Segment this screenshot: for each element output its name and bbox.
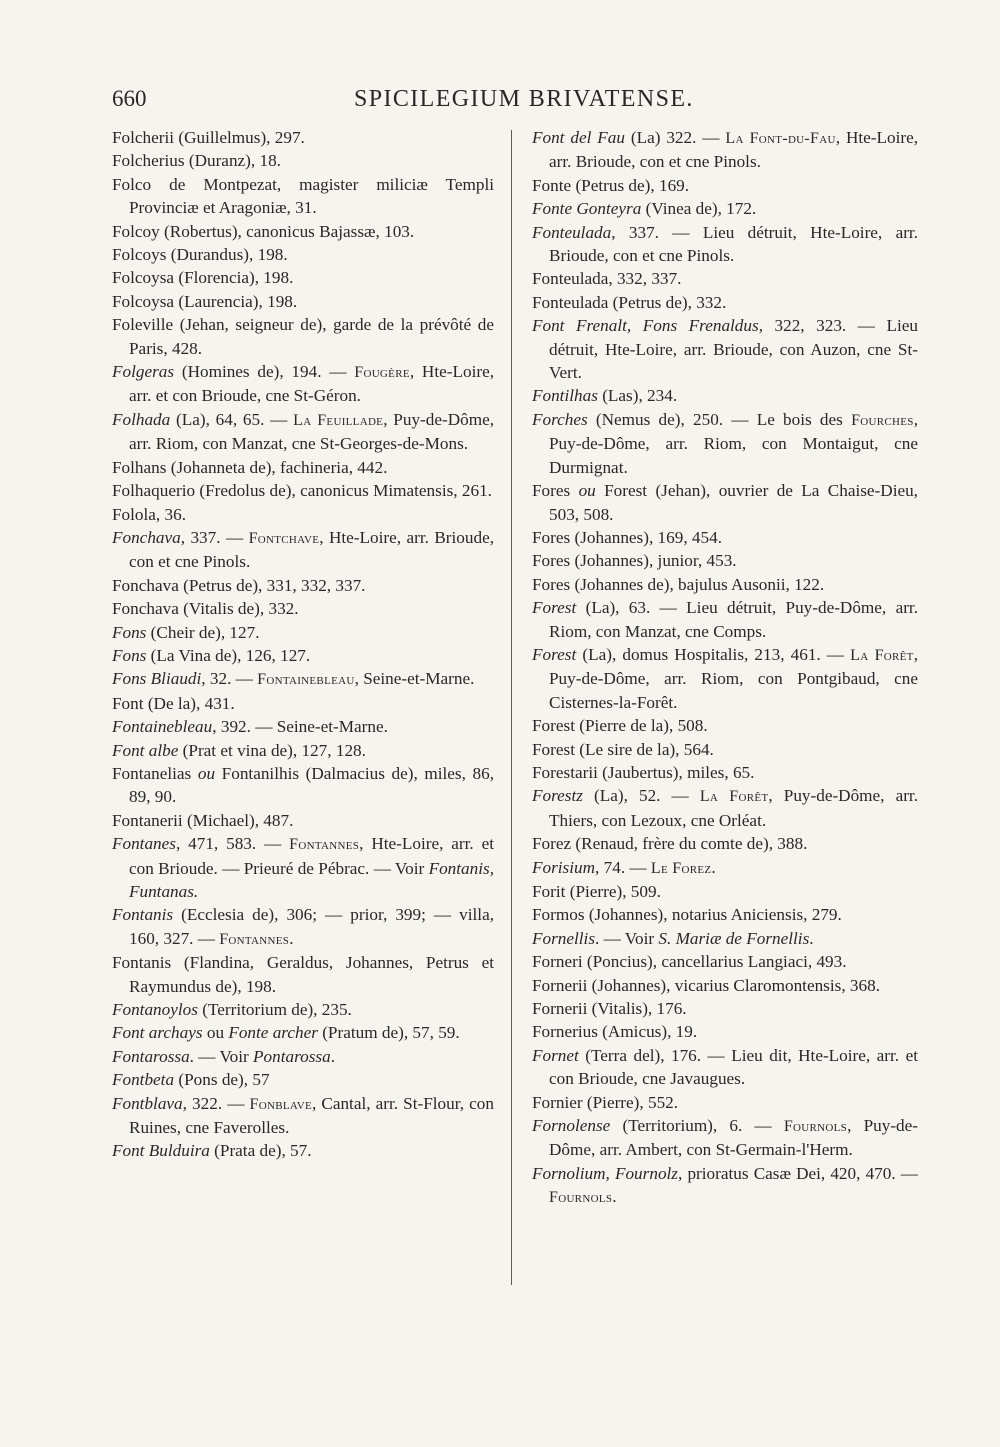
entry-text: Fontbeta [112, 1070, 175, 1090]
entry-text: Fores (Johannes de), bajulus Ausonii, 122. [532, 574, 825, 594]
entry-text: . [612, 1187, 617, 1207]
index-entry [112, 290, 494, 313]
column-divider [511, 130, 512, 1285]
index-entry [112, 621, 494, 644]
entry-text: Fornolense [532, 1116, 611, 1136]
entry-text: La Forêt [699, 788, 769, 806]
entry-text: Forest (Jehan), ouvrier de La Chaise-Dieu, 503, 508. [549, 481, 918, 524]
entry-text: Fontanes [112, 834, 176, 854]
entry-text: Fournols [783, 1118, 848, 1136]
index-entry [112, 1092, 494, 1140]
entry-text: Fontannes [219, 930, 290, 948]
entry-text: (Pratum de), 57, 59. [317, 1023, 460, 1043]
entry-text: Le Forez [650, 859, 712, 877]
entry-text: Formos (Johannes), notarius Aniciensis, 279. [532, 905, 842, 925]
index-entry [532, 1091, 918, 1114]
index-entry [532, 927, 918, 950]
entry-text: (La) 322. — [624, 128, 726, 147]
entry-text: Fontanis (Flandina, Geraldus, Johannes, Petrus et Raymundus de), 198. [112, 953, 494, 996]
entry-text: Fontainebleau [257, 671, 355, 689]
index-entry [532, 573, 918, 596]
index-entry [532, 1162, 918, 1210]
index-entry [532, 197, 918, 220]
entry-text: (Pons de), 57 [174, 1070, 270, 1090]
entry-text: (La), 52. — [582, 786, 700, 806]
index-entry [112, 456, 494, 479]
entry-text: Folgeras [112, 362, 175, 382]
entry-text: (La), domus Hospitalis, 213, 461. — [576, 644, 851, 664]
entry-text: Fontilhas [532, 386, 598, 406]
entry-text: , 471, 583. — [175, 834, 290, 854]
index-entry [532, 267, 918, 290]
index-entry [112, 220, 494, 243]
entry-text: , Seine-et-Marne. [354, 669, 475, 689]
index-entry [532, 596, 918, 643]
entry-text: , prioratus Casæ Dei, 420, 470. — [678, 1163, 918, 1183]
entry-text: , 392. — Seine-et-Marne. [212, 717, 388, 737]
entry-text: Fontanerii (Michael), 487. [112, 810, 294, 830]
index-entry [112, 998, 494, 1021]
entry-text: Fons [112, 622, 147, 642]
entry-text: . — Voir [189, 1046, 254, 1066]
entry-text: , 337. — [180, 527, 249, 547]
index-entry [112, 1021, 494, 1044]
entry-text: (Territorium de), 235. [197, 1000, 352, 1020]
entry-text: Folcoy (Robertus), canonicus Bajassæ, 103. [112, 221, 415, 241]
entry-text: Forest (Le sire de la), 564. [532, 739, 714, 759]
entry-text: , 322, 323. — Lieu détruit, Hte-Loire, arr. Brioude, con Auzon, cne St-Vert. [549, 316, 918, 383]
right-column [532, 126, 918, 1210]
entry-text: Font Bulduira [112, 1141, 210, 1161]
entry-text: Fontanis [112, 905, 174, 925]
entry-text: Fontannes [289, 836, 360, 854]
entry-text: , Puy-de-Dôme, arr. Thiers, con Lezoux, cne Orléat. [549, 786, 918, 830]
entry-text: Folcoysa (Florencia), 198. [112, 268, 294, 288]
entry-text: Fontanis, Funtanas. [129, 858, 494, 901]
entry-text: La Feuillade [293, 411, 384, 429]
entry-text: S. Mariæ de Fornellis [658, 928, 810, 948]
entry-text: (Territorium), 6. — [610, 1116, 784, 1136]
index-entry [532, 1044, 918, 1091]
entry-text: Folcherii (Guillelmus), 297. [112, 128, 305, 147]
index-entry [112, 266, 494, 289]
index-entry [532, 126, 918, 174]
entry-text: Fournols [549, 1189, 613, 1207]
entry-text: Font Frenalt, Fons Frenaldus [532, 316, 759, 336]
entry-text: . [289, 928, 294, 948]
entry-text: Fonteulada (Petrus de), 332. [532, 292, 727, 312]
entry-text: Forez (Renaud, frère du comte de), 388. [532, 834, 808, 854]
entry-text: Fontblava [112, 1093, 183, 1113]
index-entry [112, 360, 494, 408]
index-entry [112, 951, 494, 998]
left-column [112, 126, 494, 1163]
entry-text: (Cheir de), 127. [146, 622, 260, 642]
index-entry [112, 715, 494, 738]
entry-text: Folola, 36. [112, 504, 187, 524]
entry-text: Forit (Pierre), 509. [532, 882, 661, 901]
entry-text: Fontainebleau [112, 717, 213, 737]
entry-text: . [711, 857, 716, 877]
entry-text: , 32. — [201, 669, 258, 689]
index-entry [112, 173, 494, 220]
entry-text: Fonchava (Petrus de), 331, 332, 337. [112, 575, 366, 595]
index-entry [532, 880, 918, 903]
index-entry [112, 408, 494, 456]
entry-text: , Puy-de-Dôme, arr. Ambert, con St-Germain-l'Herm. [549, 1116, 918, 1160]
entry-text: Fontanoylos [112, 1000, 198, 1020]
entry-text: (Vinea de), 172. [641, 199, 757, 219]
entry-text: (Homines de), 194. — [174, 362, 355, 382]
entry-text: (Prat et vina de), 127, 128. [178, 740, 366, 760]
entry-text: , Puy-de-Dôme, arr. Riom, con Pontgibaud, cne Cisternes-la-Forêt. [549, 644, 918, 712]
entry-text: Fons Bliaudi [112, 669, 202, 689]
index-entry [532, 291, 918, 314]
entry-text: (La), 63. — Lieu détruit, Puy-de-Dôme, arr. Riom, con Manzat, cne Comps. [549, 598, 918, 641]
entry-text: Font (De la), 431. [112, 693, 235, 713]
entry-text: Font del Fau [532, 128, 625, 147]
index-entry [112, 809, 494, 832]
index-entry [532, 784, 918, 832]
index-entry [532, 526, 918, 549]
entry-text: , Hte-Loire, arr. et con Brioude, cne St-Géron. [129, 362, 494, 406]
entry-text: ou [197, 763, 216, 783]
entry-text: Folhada [112, 409, 171, 429]
entry-text: (La), 64, 65. — [170, 409, 294, 429]
entry-text: (La Vina de), 126, 127. [146, 645, 311, 665]
entry-text: Fons [112, 645, 147, 665]
entry-text: Fonteulada, 332, 337. [532, 269, 682, 289]
entry-text: Fonte archer [228, 1023, 318, 1043]
entry-text: Fonte Gonteyra [532, 199, 642, 219]
entry-text: Fourches [851, 411, 914, 429]
entry-text: Fores (Johannes), junior, 453. [532, 551, 737, 571]
entry-text: Folcoysa (Laurencia), 198. [112, 291, 298, 311]
entry-text: Fores (Johannes), 169, 454. [532, 527, 722, 547]
entry-text: (Nemus de), 250. — Le bois des [587, 409, 852, 429]
entry-text: Fornerius (Amicus), 19. [532, 1022, 698, 1042]
index-entry [112, 126, 494, 149]
entry-text: Forest (Pierre de la), 508. [532, 716, 708, 736]
index-entry [112, 149, 494, 172]
entry-text: , Hte-Loire, arr. et con Brioude. — Prieuré de Pébrac. — Voir [129, 834, 494, 878]
running-title: SPICILEGIUM BRIVATENSE. [354, 86, 694, 112]
entry-text: Fonte (Petrus de), 169. [532, 175, 690, 195]
entry-text: . [330, 1046, 335, 1066]
index-entry [112, 667, 494, 691]
entry-text: . [809, 928, 814, 948]
entry-text: (Terra del), 176. — Lieu dit, Hte-Loire, arr. et con Brioude, cne Javaugues. [549, 1045, 918, 1089]
entry-text: , Hte-Loire, arr. Brioude, con et cne Pinols. [549, 128, 918, 172]
entry-text: Forest [532, 644, 577, 664]
index-entry [112, 313, 494, 360]
index-entry [112, 597, 494, 620]
entry-text: Fores [532, 481, 579, 501]
index-entry [532, 856, 918, 880]
entry-text: Foleville (Jehan, seigneur de), garde de la prévôté de Paris, 428. [112, 315, 494, 358]
entry-text: , 322. — [182, 1093, 250, 1113]
index-entry [112, 479, 494, 502]
entry-text: , Puy-de-Dôme, arr. Riom, con Montaigut, cne Durmignat. [549, 409, 918, 477]
entry-text: Folcherius (Duranz), 18. [112, 151, 281, 171]
index-entry [112, 1068, 494, 1091]
index-entry [532, 950, 918, 973]
entry-text: Forisium [532, 857, 596, 877]
index-entry [532, 761, 918, 784]
index-entry [112, 1139, 494, 1162]
page-number: 660 [112, 86, 147, 111]
index-entry [112, 526, 494, 574]
entry-text: , Cantal, arr. St-Flour, con Ruines, cne Faverolles. [129, 1093, 494, 1138]
index-entry [532, 408, 918, 479]
entry-text: Forestarii (Jaubertus), miles, 65. [532, 762, 755, 782]
index-entry [532, 974, 918, 997]
entry-text: Fontanelias [112, 763, 198, 783]
entry-text: Fornolium, Fournolz [532, 1163, 678, 1183]
entry-text: , Puy-de-Dôme, arr. Riom, con Manzat, cne St-Georges-de-Mons. [129, 409, 495, 454]
index-entry [112, 692, 494, 715]
index-entry [532, 314, 918, 384]
index-entry [112, 762, 494, 809]
entry-text: Forches [532, 409, 588, 429]
index-entry [532, 738, 918, 761]
entry-text: Fornier (Pierre), 552. [532, 1092, 679, 1112]
index-entry [532, 549, 918, 572]
entry-text: ou [202, 1023, 229, 1043]
index-entry [112, 503, 494, 526]
entry-text: La Font-du-Fau [725, 130, 836, 147]
entry-text: Fontchave [248, 529, 320, 547]
entry-text: Forest [532, 598, 577, 618]
index-entry [112, 1045, 494, 1068]
entry-text: Pontarossa [253, 1046, 331, 1066]
entry-text: Fornerii (Vitalis), 176. [532, 999, 687, 1019]
index-entry [532, 1020, 918, 1043]
index-entry [112, 739, 494, 762]
entry-text: Fonchava [112, 527, 181, 547]
entry-text: Fornerii (Johannes), vicarius Claromontensis, 368. [532, 975, 880, 995]
entry-text: Folhaquerio (Fredolus de), canonicus Mimatensis, 261. [112, 481, 492, 501]
entry-text: Forneri (Poncius), cancellarius Langiaci, 493. [532, 952, 847, 972]
entry-text: Folcoys (Durandus), 198. [112, 245, 288, 265]
index-entry [532, 384, 918, 407]
entry-text: Folhans (Johanneta de), fachineria, 442. [112, 457, 388, 477]
entry-text: , Hte-Loire, arr. Brioude, con et cne Pinols. [129, 527, 494, 572]
entry-text: Fornellis [532, 928, 596, 948]
index-entry [112, 903, 494, 951]
entry-text: Font albe [112, 740, 179, 760]
index-entry [112, 644, 494, 667]
entry-text: (Ecclesia de), 306; — prior, 399; — villa, 160, 327. — [129, 905, 494, 948]
index-entry [532, 643, 918, 714]
entry-text: Fougère [354, 364, 410, 382]
entry-text: La Forêt [850, 646, 914, 664]
index-entry [112, 574, 494, 597]
entry-text: Fonblave [249, 1095, 312, 1113]
entry-text: (Las), 234. [597, 386, 678, 406]
index-entry [532, 479, 918, 526]
entry-text: (Prata de), 57. [209, 1141, 312, 1161]
entry-text: Font archays [112, 1023, 203, 1043]
index-entry [532, 714, 918, 737]
entry-text: Fonchava (Vitalis de), 332. [112, 599, 299, 619]
entry-text: . — Voir [595, 928, 659, 948]
entry-text: Folco de Montpezat, magister miliciæ Templi Provinciæ et Aragoniæ, 31. [112, 174, 494, 218]
entry-text: Forestz [532, 786, 583, 806]
index-entry [532, 997, 918, 1020]
index-entry [532, 903, 918, 926]
index-entry [532, 1114, 918, 1162]
entry-text: , 337. — Lieu détruit, Hte-Loire, arr. Brioude, con et cne Pinols. [549, 222, 918, 266]
entry-text: ou [578, 481, 596, 501]
entry-text: Fonteulada [532, 222, 612, 242]
entry-text: Fornet [532, 1045, 579, 1065]
entry-text: Fontanilhis (Dalmacius de), miles, 86, 89, 90. [129, 763, 494, 807]
entry-text: Fontarossa [112, 1046, 190, 1066]
index-entry [532, 221, 918, 268]
index-entry [532, 832, 918, 855]
entry-text: , 74. — [595, 857, 651, 877]
index-entry [532, 174, 918, 197]
index-entry [112, 243, 494, 266]
index-entry [112, 832, 494, 903]
